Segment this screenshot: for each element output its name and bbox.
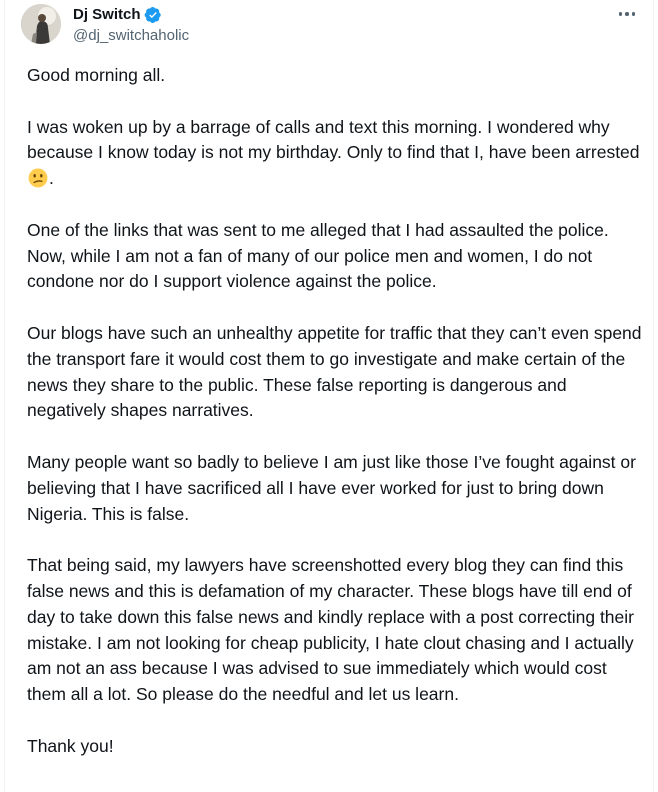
tweet-text (27, 63, 647, 785)
more-horizontal-icon[interactable] (617, 4, 637, 24)
name-row (73, 5, 189, 25)
tweet-paragraph: One of the links that was sent to me alleged that I had assaulted the police. Now, while I am not a fan of many of our police men and women, I do not condone nor do I support violence against the police. (27, 219, 609, 292)
handle[interactable]: @dj_switchaholic (73, 27, 190, 44)
tweet-paragraph: Thank you! (27, 735, 114, 756)
tweet-paragraph: That being said, my lawyers have screenshotted every blog they can find this false news and this is defamation of my character. These blogs have till end of day to take down this false news and kindly replace with a post correcting their mistake. I am not looking for cheap publicity, I hate clout chasing and I actually am not an ass because I was advised to sue immediately which would cost them all a lot. So please do the needful and let us learn. (27, 555, 634, 705)
tweet-card (4, 0, 654, 792)
tweet-paragraph: Good morning all. (27, 65, 166, 85)
avatar-image (21, 4, 61, 44)
author-info (73, 5, 189, 46)
tweet-header (21, 4, 637, 48)
display-name[interactable]: Dj Switch (73, 6, 141, 23)
tweet-paragraph: Many people want so badly to believe I am just like those I’ve fought against or believing that I have sacrificed all I have ever worked for just to bring down Nigeria. This is false. (27, 451, 636, 524)
tweet-paragraph (27, 115, 647, 192)
verified-badge-icon (144, 6, 162, 24)
avatar[interactable] (21, 4, 61, 44)
tweet-paragraph-text: I was woken up by a barrage of calls and text this morning. I wondered why because I know today is not my birthday. Only to find that I, have been arrested (27, 116, 640, 163)
tweet-paragraph: Our blogs have such an unhealthy appetite for traffic that they can’t even spend the transport fare it would cost them to go investigate and make certain of the news they share to the public. These false reporting is dangerous and negatively shapes narratives. (27, 322, 642, 421)
tweet-paragraph-suffix: . (49, 168, 54, 189)
confused-face-emoji-icon (28, 168, 48, 188)
